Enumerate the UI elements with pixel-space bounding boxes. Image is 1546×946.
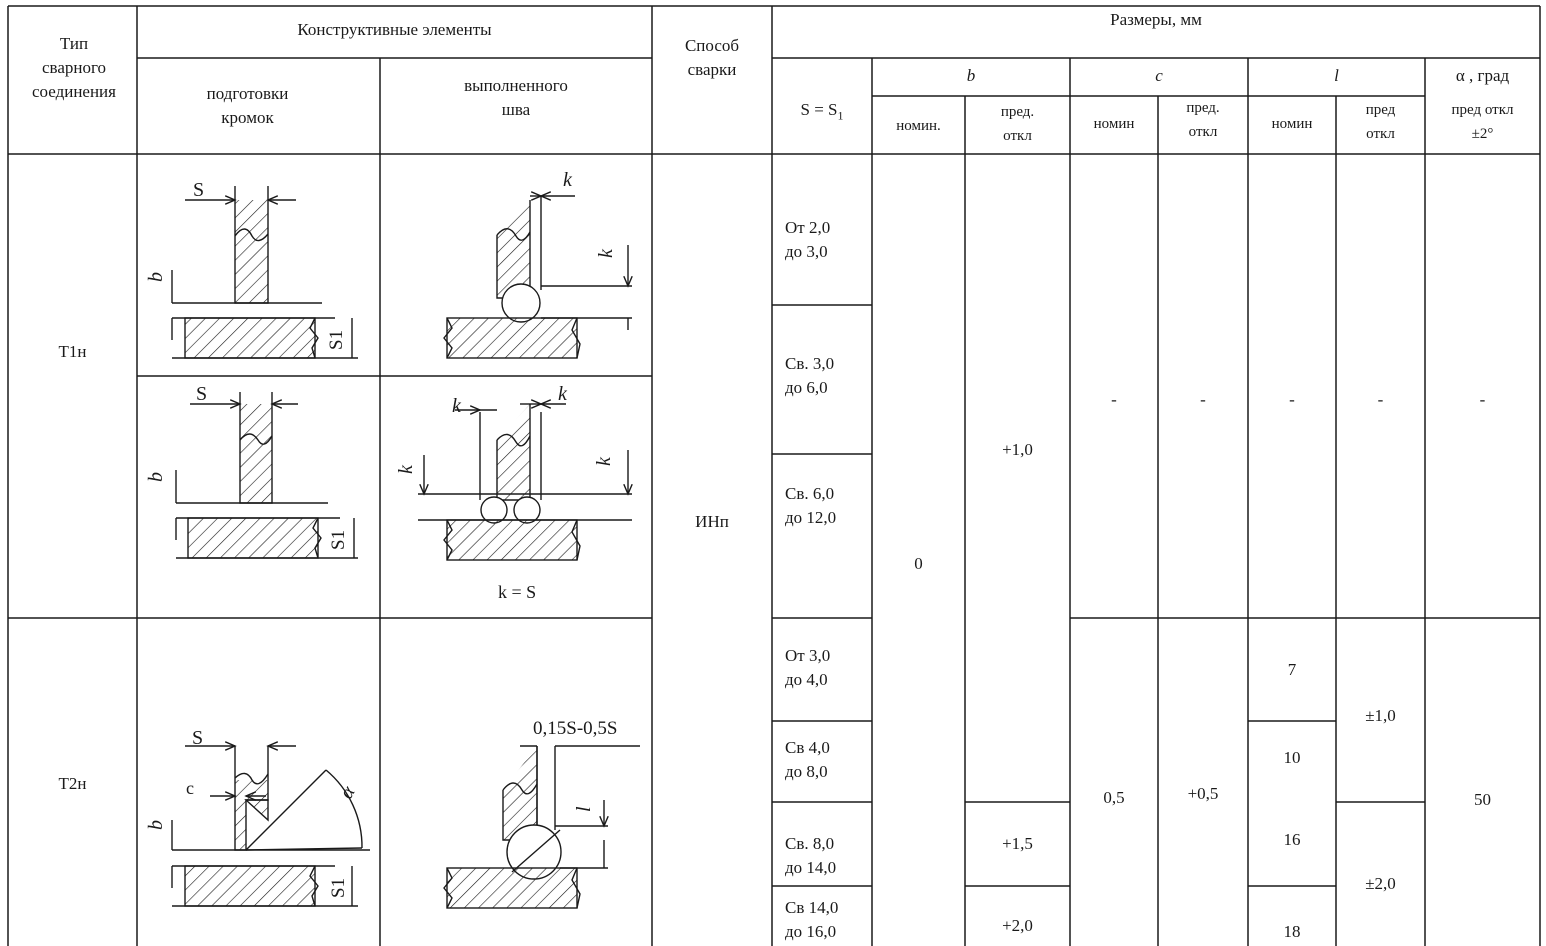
label-k-4: k bbox=[558, 383, 567, 405]
label-k-eq: k = S bbox=[498, 582, 537, 602]
method-value: ИНп bbox=[695, 512, 729, 531]
t1-c-nom: - bbox=[1111, 390, 1117, 409]
range-7: Св 14,0 до 16,0 bbox=[785, 898, 839, 941]
label-s-1: S bbox=[193, 179, 205, 201]
label-s1-2: S1 bbox=[328, 529, 349, 550]
label-k-1: k bbox=[563, 169, 572, 191]
b-nom-value: 0 bbox=[914, 554, 923, 573]
label-b-2: b bbox=[145, 472, 167, 482]
t1-l-tol: - bbox=[1377, 390, 1384, 409]
label-k-5: k bbox=[395, 465, 417, 474]
l-nom-1: 7 bbox=[1287, 660, 1297, 679]
label-c: c bbox=[186, 778, 194, 798]
range-2: Св. 3,0 до 6,0 bbox=[785, 354, 835, 397]
header-b: b bbox=[966, 66, 976, 85]
c-tol-value: +0,5 bbox=[1187, 784, 1219, 803]
label-l: l bbox=[573, 806, 595, 812]
drawing-t1-done-1 bbox=[444, 196, 632, 358]
header-alpha-tol: пред откл ±2° bbox=[1451, 102, 1514, 142]
label-alpha: α bbox=[335, 782, 360, 803]
l-tol-2: ±2,0 bbox=[1365, 874, 1396, 893]
header-type: Тип сварного соединения bbox=[32, 34, 116, 101]
label-s-2: S bbox=[196, 383, 208, 405]
l-nom-2: 10 bbox=[1283, 748, 1301, 767]
header-l: l bbox=[1334, 66, 1339, 85]
b-tol-1: +1,0 bbox=[1002, 440, 1033, 459]
range-4: От 3,0 до 4,0 bbox=[785, 646, 831, 689]
label-s1-3: S1 bbox=[328, 877, 349, 898]
label-s-3: S bbox=[192, 727, 204, 749]
range-6: Св. 8,0 до 14,0 bbox=[785, 834, 837, 877]
l-tol-1: ±1,0 bbox=[1365, 706, 1396, 725]
drawing-t1-done-2 bbox=[418, 404, 632, 560]
l-nom-4: 18 bbox=[1283, 922, 1301, 941]
label-b-3: b bbox=[145, 820, 167, 830]
range-1: От 2,0 до 3,0 bbox=[785, 218, 831, 261]
t1-c-tol: - bbox=[1200, 390, 1206, 409]
label-k-2: k bbox=[595, 249, 617, 258]
label-s1-1: S1 bbox=[326, 329, 347, 350]
range-3: Св. 6,0 до 12,0 bbox=[785, 484, 837, 527]
header-c-tol: пред. откл bbox=[1186, 100, 1220, 140]
header-b-tol: пред. откл bbox=[1000, 104, 1035, 144]
header-alpha: α , град bbox=[1455, 66, 1510, 85]
label-k-6: k bbox=[593, 457, 615, 466]
header-s: $S = S_1$ bbox=[800, 100, 844, 123]
header-b-nom: номин. bbox=[896, 118, 941, 134]
label-k-3: k bbox=[452, 395, 461, 417]
header-done: выполненного шва bbox=[464, 76, 568, 119]
header-constructive: Конструктивные элементы bbox=[297, 20, 492, 39]
l-nom-3: 16 bbox=[1283, 830, 1301, 849]
t1-alpha: - bbox=[1479, 390, 1486, 409]
header-c: c bbox=[1155, 66, 1163, 85]
label-gap: 0,15S-0,5S bbox=[533, 718, 618, 739]
range-5: Св 4,0 до 8,0 bbox=[785, 738, 830, 781]
row-type-t1: Т1н bbox=[58, 342, 87, 361]
header-l-nom: номин bbox=[1271, 116, 1313, 132]
header-c-nom: номин bbox=[1093, 116, 1135, 132]
row-type-t2: Т2н bbox=[58, 774, 87, 793]
header-prep: подготовки кромок bbox=[206, 84, 289, 127]
header-method: Способ сварки bbox=[684, 36, 740, 79]
t1-l-nom: - bbox=[1289, 390, 1295, 409]
c-nom-value: 0,5 bbox=[1103, 788, 1125, 807]
drawing-t2-done bbox=[444, 746, 640, 908]
label-b-1: b bbox=[145, 272, 167, 282]
header-sizes: Размеры, мм bbox=[1110, 10, 1202, 29]
alpha-value: 50 bbox=[1474, 790, 1491, 809]
b-tol-3: +2,0 bbox=[1002, 916, 1033, 935]
b-tol-2: +1,5 bbox=[1002, 834, 1033, 853]
header-l-tol: пред откл bbox=[1365, 102, 1396, 142]
